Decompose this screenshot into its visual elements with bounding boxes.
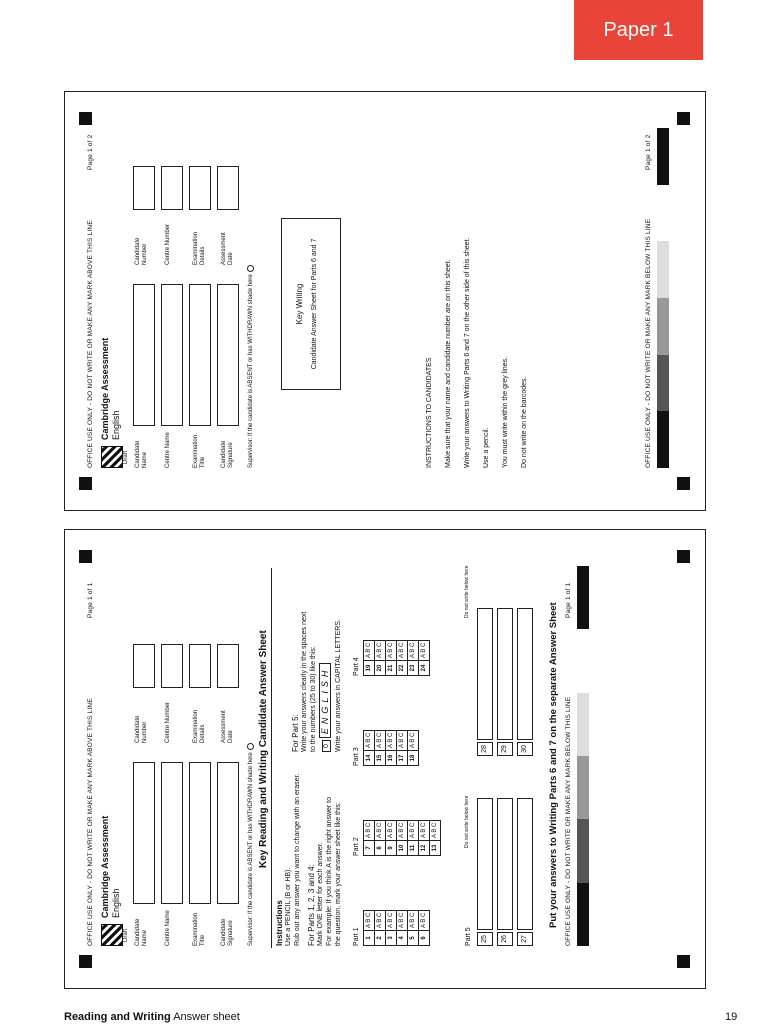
title-underline	[271, 568, 272, 948]
footer-subtitle: Answer sheet	[173, 1011, 240, 1023]
barcode-icon	[101, 446, 123, 468]
part5-number: 28	[477, 742, 493, 756]
registration-mark	[677, 550, 690, 563]
answer-options[interactable]: A B C	[397, 640, 408, 660]
parts-line: For example: If you think A is the right answer to	[326, 796, 333, 946]
field-label: Centre Number	[165, 223, 171, 265]
sheet-title: Key Reading and Writing Candidate Answer Sheet	[258, 630, 269, 868]
separate-sheet-note: Put your answers to Writing Parts 6 and 7 on the separate Answer Sheet	[548, 602, 559, 928]
assessment-date-field[interactable]	[217, 644, 239, 688]
answer-options[interactable]: A B C	[386, 730, 397, 750]
supervisor-note	[247, 742, 255, 946]
answer-options[interactable]: A B C	[408, 820, 419, 840]
part5-number: 26	[497, 932, 513, 946]
centre-number-field[interactable]	[161, 644, 183, 688]
absent-shade-circle[interactable]	[247, 265, 254, 272]
parts-line: Mark ONE letter for each answer.	[317, 842, 324, 946]
question-number: 18	[408, 751, 419, 766]
question-number: 23	[408, 661, 419, 676]
part2-table	[363, 820, 441, 856]
instruction-line: You must write within the grey lines.	[502, 356, 509, 468]
reading-writing-answer-sheet	[64, 529, 706, 989]
candidate-signature-field[interactable]	[217, 762, 239, 904]
question-number: 14	[364, 751, 375, 766]
office-use-top: OFFICE USE ONLY - DO NOT WRITE OR MAKE ANY MARK ABOVE THIS LINE	[87, 220, 94, 468]
parts-heading: For Parts 1, 2, 3 and 4:	[307, 864, 316, 946]
field-label: Centre Number	[165, 701, 171, 743]
instruction-line: Rub out any answer you want to change with an eraser.	[294, 773, 301, 946]
part-label: Part 4	[353, 657, 360, 676]
exam-details-field[interactable]	[189, 166, 211, 210]
question-number: 1	[364, 931, 375, 946]
field-label: Examination Title	[193, 434, 206, 468]
candidate-signature-field[interactable]	[217, 284, 239, 426]
question-number: 19	[364, 661, 375, 676]
field-label: Centre Name	[165, 432, 171, 468]
page-of: Page 1 of 1	[565, 582, 572, 618]
part5-answer-box[interactable]	[497, 798, 513, 930]
question-number: 11	[408, 841, 419, 856]
do-not-write-note: Do not write below here	[464, 795, 470, 848]
assessment-date-field[interactable]	[217, 166, 239, 210]
candidate-name-field[interactable]	[133, 284, 155, 426]
part5-answer-box[interactable]	[497, 608, 513, 740]
answer-options[interactable]: A B C	[375, 910, 386, 930]
field-label: Candidate Signature	[221, 918, 234, 946]
part5-number: 27	[517, 932, 533, 946]
field-label: Candidate Signature	[221, 440, 234, 468]
part5-answer-box[interactable]	[477, 798, 493, 930]
instruction-line: Use a pencil.	[483, 427, 490, 468]
answer-options[interactable]: A B C	[397, 820, 408, 840]
registration-mark	[677, 112, 690, 125]
office-use-bottom: OFFICE USE ONLY - DO NOT WRITE OR MAKE ANY MARK BELOW THIS LINE	[565, 696, 572, 946]
page-number: 19	[725, 1011, 738, 1023]
greyscale-strip	[577, 566, 589, 946]
question-number: 12	[419, 841, 430, 856]
page-of: Page 1 of 2	[87, 134, 94, 170]
page-of: Page 1 of 1	[87, 582, 94, 618]
question-number: 10	[397, 841, 408, 856]
answer-options[interactable]: A B C	[375, 730, 386, 750]
answer-options[interactable]: A B C	[419, 910, 430, 930]
field-label: Assessment Date	[221, 232, 234, 265]
question-number: 13	[430, 841, 441, 856]
answer-options[interactable]: A B C	[364, 730, 375, 750]
question-number: 16	[386, 751, 397, 766]
part5-answer-box[interactable]	[517, 798, 533, 930]
candidate-instructions	[425, 238, 529, 468]
centre-name-field[interactable]	[161, 284, 183, 426]
candidate-number-field[interactable]	[133, 644, 155, 688]
part5-answer-box[interactable]	[477, 608, 493, 740]
question-number: 9	[386, 841, 397, 856]
question-number: 8	[375, 841, 386, 856]
barcode-icon	[101, 924, 123, 946]
instruction-line: Make sure that your name and candidate number are on this sheet.	[445, 259, 452, 468]
question-number: 2	[375, 931, 386, 946]
part-label: Part 5	[465, 927, 472, 946]
paper-badge: Paper 1	[574, 0, 703, 60]
instructions-block	[275, 774, 343, 946]
part5-number: 25	[477, 932, 493, 946]
answer-options[interactable]: A B C	[408, 640, 419, 660]
supervisor-text: Supervisor: If the candidate is ABSENT or has WITHDRAWN shade here	[248, 274, 255, 468]
instructions-heading: INSTRUCTIONS TO CANDIDATES	[426, 357, 433, 468]
answer-options[interactable]: A B C	[364, 820, 375, 840]
part5-answer-box[interactable]	[517, 608, 533, 740]
office-use-top: OFFICE USE ONLY - DO NOT WRITE OR MAKE ANY MARK ABOVE THIS LINE	[87, 698, 94, 946]
draft-label: Draft	[123, 450, 129, 464]
question-number: 6	[419, 931, 430, 946]
page-of: Page 1 of 2	[645, 134, 652, 170]
absent-shade-circle[interactable]	[247, 743, 254, 750]
question-number: 4	[397, 931, 408, 946]
answer-options[interactable]: A B C	[419, 820, 430, 840]
answer-options[interactable]: A B C	[397, 910, 408, 930]
question-number: 20	[375, 661, 386, 676]
part-label: Part 3	[353, 747, 360, 766]
registration-mark	[79, 550, 92, 563]
candidate-name-field[interactable]	[133, 762, 155, 904]
draft-label: Draft	[123, 928, 129, 942]
answer-options[interactable]: A B C	[375, 820, 386, 840]
answer-options[interactable]: A B C	[364, 910, 375, 930]
parts-line: the question, mark your answer sheet like this:	[335, 802, 342, 946]
logo-name: Cambridge Assessment	[100, 815, 110, 918]
instruction-line: Use a PENCIL (B or HB).	[285, 867, 292, 946]
greyscale-strip	[657, 128, 669, 468]
answer-options[interactable]: A B C	[364, 640, 375, 660]
supervisor-text: Supervisor: If the candidate is ABSENT or has WITHDRAWN shade here	[248, 752, 255, 946]
logo-sub: English	[111, 410, 121, 440]
question-number: 17	[397, 751, 408, 766]
part3-table	[363, 730, 419, 766]
field-label: Candidate Number	[135, 715, 148, 743]
exam-title-field[interactable]	[189, 284, 211, 426]
centre-number-field[interactable]	[161, 166, 183, 210]
field-label: Centre Name	[165, 910, 171, 946]
answer-options[interactable]: A B C	[397, 730, 408, 750]
registration-mark	[677, 955, 690, 968]
question-number: 24	[419, 661, 430, 676]
writing-answer-sheet	[64, 91, 706, 511]
office-use-bottom: OFFICE USE ONLY - DO NOT WRITE OR MAKE ANY MARK BELOW THIS LINE	[645, 218, 652, 468]
question-number: 21	[386, 661, 397, 676]
key-writing-box	[281, 218, 341, 390]
key-writing-sub: Candidate Answer Sheet for Parts 6 and 7	[310, 238, 318, 370]
answer-options[interactable]: A B C	[375, 640, 386, 660]
instruction-line: Do not write on the barcodes.	[521, 376, 528, 468]
example-word: ENGLISH	[319, 663, 331, 739]
example-number: 0	[322, 740, 331, 752]
field-label: Examination Details	[193, 709, 206, 743]
part5-line: to the numbers (25 to 30) like this:	[310, 646, 317, 752]
footer-section: Reading and Writing	[64, 1011, 171, 1023]
question-number: 15	[375, 751, 386, 766]
part5-number: 29	[497, 742, 513, 756]
question-number: 22	[397, 661, 408, 676]
logo-sub: English	[111, 888, 121, 918]
candidate-number-field[interactable]	[133, 166, 155, 210]
do-not-write-note: Do not write below here	[464, 565, 470, 618]
key-writing-title: Key Writing	[295, 283, 304, 325]
question-number: 7	[364, 841, 375, 856]
instructions-heading: Instructions	[275, 900, 284, 946]
part5-line: Write your answers clearly in the spaces next	[301, 611, 308, 752]
answer-options[interactable]: A B C	[408, 910, 419, 930]
part5-number: 30	[517, 742, 533, 756]
answer-options[interactable]: A B C	[386, 910, 397, 930]
capital-note: Write your answers in CAPITAL LETTERS.	[335, 619, 342, 752]
field-label: Candidate Name	[135, 918, 148, 946]
field-label: Candidate Number	[135, 237, 148, 265]
field-label: Candidate Name	[135, 440, 148, 468]
question-number: 3	[386, 931, 397, 946]
part4-table	[363, 640, 430, 676]
field-label: Assessment Date	[221, 710, 234, 743]
answer-options[interactable]: A B C	[419, 640, 430, 660]
part5-instructions	[291, 612, 343, 752]
part-label: Part 2	[353, 837, 360, 856]
part1-table	[363, 910, 430, 946]
answer-options[interactable]: A B C	[386, 820, 397, 840]
answer-options[interactable]: A B C	[386, 640, 397, 660]
registration-mark	[79, 477, 92, 490]
answer-options[interactable]: A B C	[430, 820, 441, 840]
question-number: 5	[408, 931, 419, 946]
logo-name: Cambridge Assessment	[100, 337, 110, 440]
registration-mark	[677, 477, 690, 490]
instruction-line: Write your answers to Writing Parts 6 and 7 on the other side of this sheet.	[464, 237, 471, 468]
supervisor-note	[247, 264, 255, 468]
centre-name-field[interactable]	[161, 762, 183, 904]
answer-options[interactable]: A B C	[408, 730, 419, 750]
exam-title-field[interactable]	[189, 762, 211, 904]
exam-details-field[interactable]	[189, 644, 211, 688]
part5-heading: For Part 5:	[291, 714, 300, 752]
field-label: Examination Title	[193, 912, 206, 946]
part-label: Part 1	[353, 927, 360, 946]
registration-mark	[79, 955, 92, 968]
field-label: Examination Details	[193, 231, 206, 265]
registration-mark	[79, 112, 92, 125]
page-footer	[64, 1011, 240, 1023]
